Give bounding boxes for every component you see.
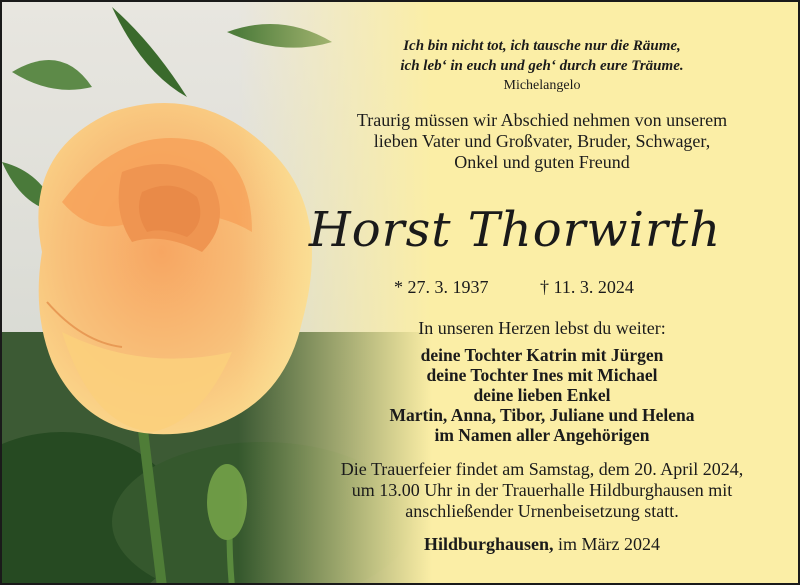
quote-line-2: ich leb‘ in euch und geh‘ durch eure Träume. [400, 58, 684, 74]
place: Hildburghausen, [423, 534, 554, 554]
remembrance-line: In unseren Herzen lebst du weiter: [418, 318, 666, 338]
announcement-line-3: Onkel und guten Freund [454, 152, 630, 172]
birth-date: * 27. 3. 1937 [394, 277, 489, 297]
quote-author: Michelangelo [503, 78, 581, 93]
mourner-line-5: im Namen aller Angehörigen [434, 425, 650, 445]
funeral-line-1: Die Trauerfeier findet am Samstag, dem 20. April 2024, [340, 459, 744, 479]
deceased-name: Horst Thorwirth [308, 202, 722, 258]
date: im März 2024 [558, 534, 661, 554]
quote-line-1: Ich bin nicht tot, ich tausche nur die Räume, [403, 38, 681, 54]
mourner-line-2: deine Tochter Ines mit Michael [426, 365, 658, 385]
mourner-line-4: Martin, Anna, Tibor, Juliane und Helena [389, 405, 695, 425]
announcement-line-1: Traurig müssen wir Abschied nehmen von unserem [356, 110, 728, 130]
death-date: † 11. 3. 2024 [540, 277, 634, 297]
place-date [292, 534, 792, 555]
funeral-line-3: anschließender Urnenbeisetzung statt. [405, 501, 679, 521]
funeral-line-2: um 13.00 Uhr in der Trauerhalle Hildburghausen mit [351, 480, 733, 500]
mourner-line-1: deine Tochter Katrin mit Jürgen [420, 345, 664, 365]
notice-text [2, 2, 800, 585]
announcement-line-2: lieben Vater und Großvater, Bruder, Schwager, [373, 131, 711, 151]
mourner-line-3: deine lieben Enkel [473, 385, 611, 405]
